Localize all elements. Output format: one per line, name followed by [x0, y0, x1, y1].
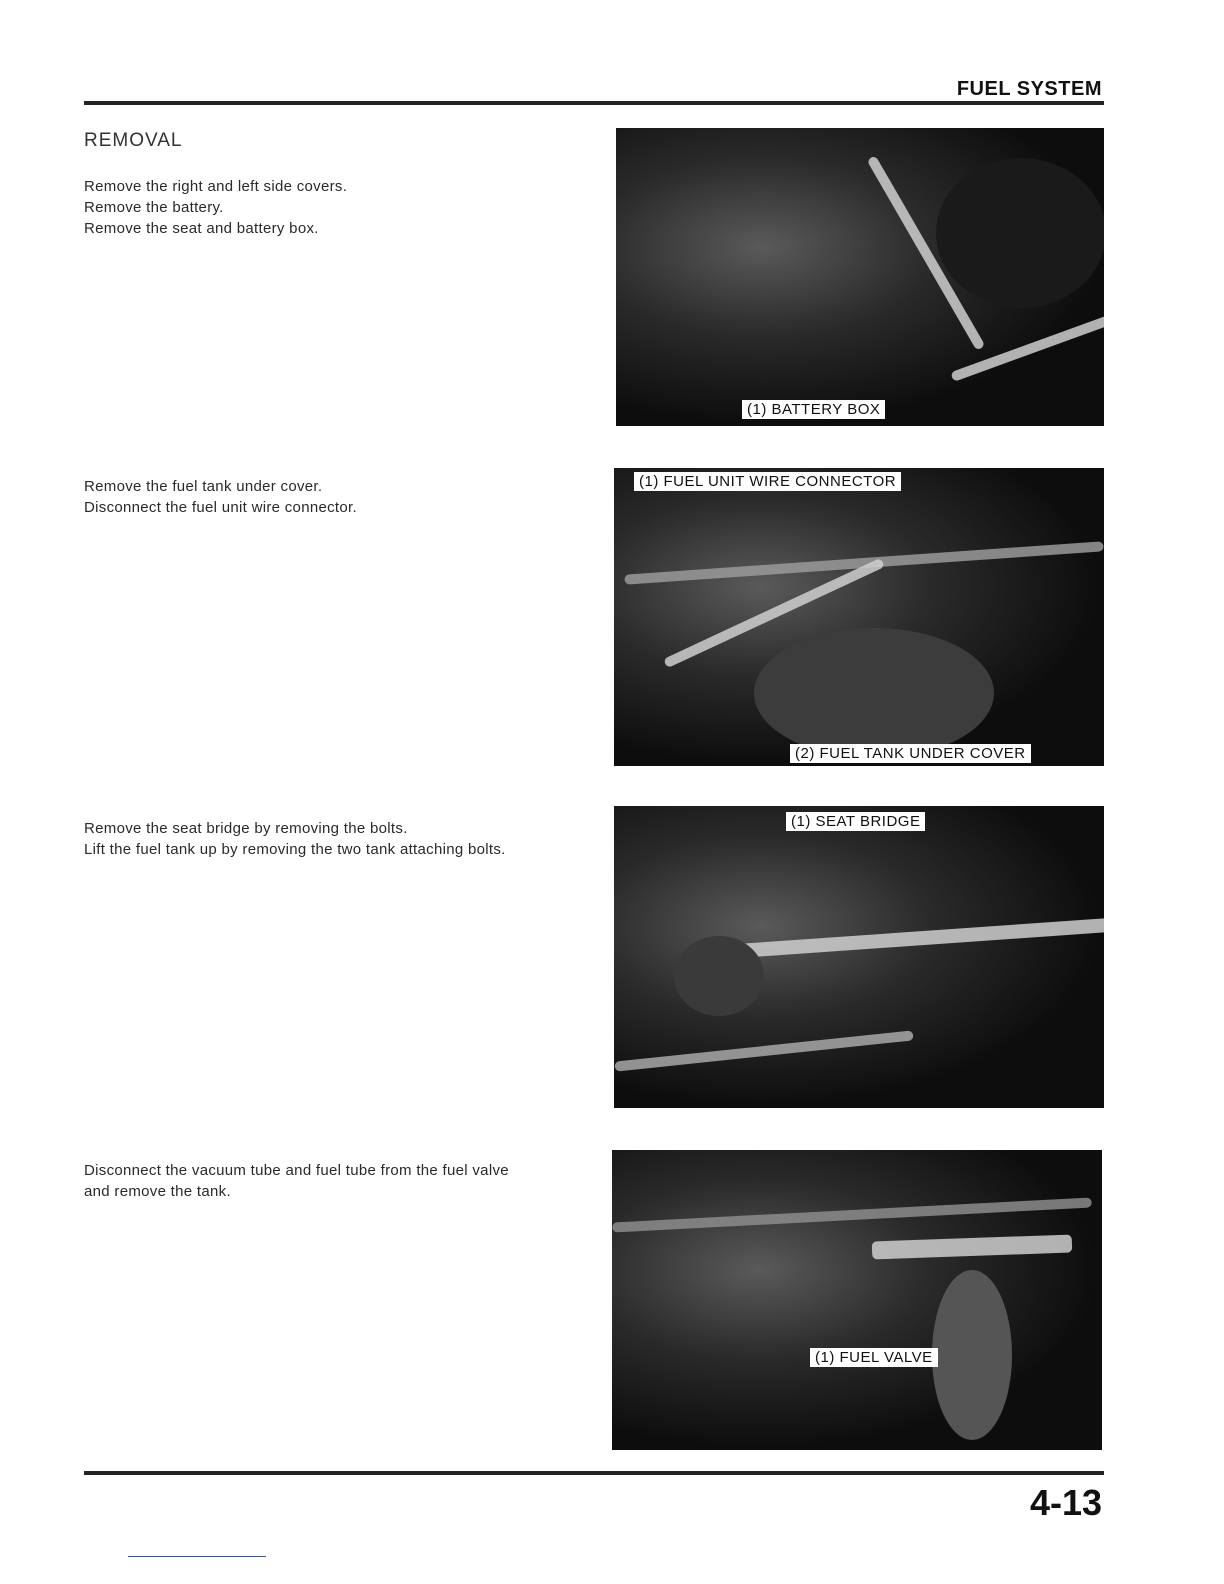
photo-detail [734, 918, 1104, 958]
photo-detail [612, 1197, 1092, 1232]
step-line: Lift the fuel tank up by removing the two tank attaching bolts. [84, 841, 506, 858]
step-line: Disconnect the fuel unit wire connector. [84, 499, 357, 516]
step-line: Remove the fuel tank under cover. [84, 478, 323, 495]
step-3-text [84, 818, 604, 860]
photo-detail [624, 541, 1104, 584]
photo-detail [614, 1030, 913, 1071]
photo-detail [932, 1270, 1012, 1440]
photo-battery-box [616, 128, 1104, 426]
step-1-text [84, 176, 604, 239]
callout-fuel-tank-under-cover: (2) FUEL TANK UNDER COVER [790, 744, 1031, 763]
photo-fuel-valve [612, 1150, 1102, 1450]
callout-seat-bridge: (1) SEAT BRIDGE [786, 812, 925, 831]
page-heading: REMOVAL [84, 130, 183, 151]
header-rule [84, 101, 1104, 105]
section-title: FUEL SYSTEM [956, 78, 1102, 100]
step-line: Disconnect the vacuum tube and fuel tube from the fuel valve [84, 1162, 509, 1179]
step-2-text [84, 476, 604, 518]
footer-rule [84, 1471, 1104, 1475]
photo-fuel-unit-connector [614, 468, 1104, 766]
step-line: Remove the seat bridge by removing the bolts. [84, 820, 408, 837]
step-line: Remove the right and left side covers. [84, 178, 348, 195]
step-4-text [84, 1160, 604, 1202]
photo-seat-bridge [614, 806, 1104, 1108]
step-line: Remove the seat and battery box. [84, 220, 319, 237]
footer-link-line [128, 1556, 266, 1557]
callout-battery-box: (1) BATTERY BOX [742, 400, 885, 419]
step-line: and remove the tank. [84, 1183, 231, 1200]
callout-fuel-unit-wire-connector: (1) FUEL UNIT WIRE CONNECTOR [634, 472, 901, 491]
photo-detail [674, 936, 764, 1016]
photo-detail [754, 628, 994, 758]
photo-detail [936, 158, 1104, 308]
step-line: Remove the battery. [84, 199, 224, 216]
photo-detail [872, 1235, 1073, 1260]
callout-fuel-valve: (1) FUEL VALVE [810, 1348, 938, 1367]
page-number: 4-13 [1029, 1482, 1102, 1523]
